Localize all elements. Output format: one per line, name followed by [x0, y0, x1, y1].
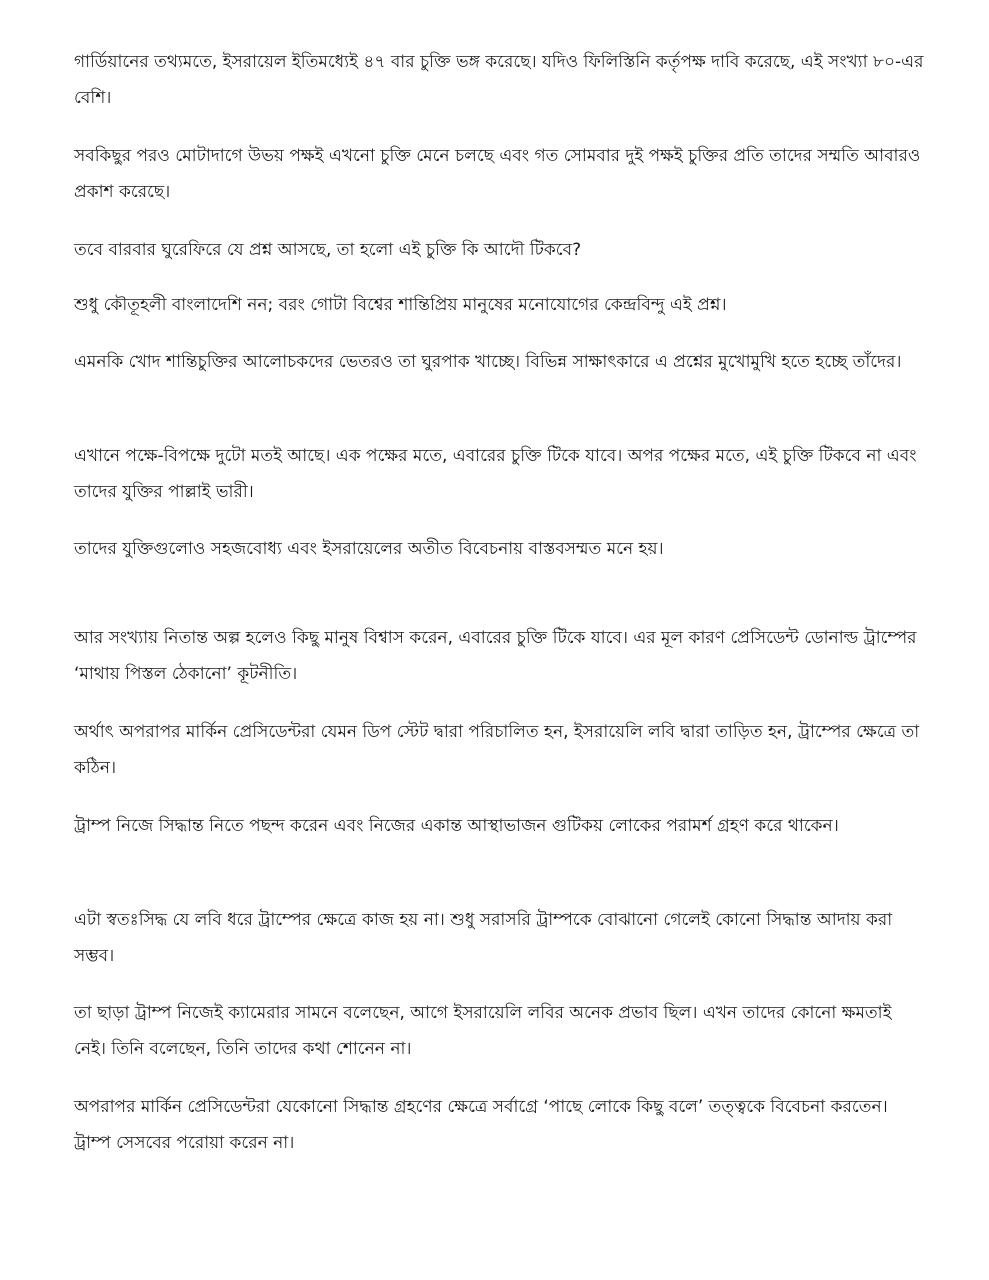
- paragraph: এটা স্বতঃসিদ্ধ যে লবি ধরে ট্রাম্পের ক্ষেত্রে কাজ হয় না। শুধু সরাসরি ট্রাম্পকে বোঝানো গেলেই কোনো সিদ্ধান্ত আদায় করা সম্ভব।: [74, 910, 893, 966]
- paragraph: সবকিছুর পরও মোটাদাগে উভয় পক্ষই এখনো চুক্তি মেনে চলছে এবং গত সোমবার দুই পক্ষই চুক্তির প্রতি তাদের সম্মতি আবারও প্রকাশ করেছে।: [74, 146, 921, 202]
- paragraph: এখানে পক্ষে-বিপক্ষে দুটো মতই আছে। এক পক্ষের মতে, এবারের চুক্তি টিকে যাবে। অপর পক্ষের মতে, এই চুক্তি টিকবে না এবং তাদের যুক্তির পাল্লাই ভারী।: [74, 446, 917, 502]
- paragraph: তবে বারবার ঘুরেফিরে যে প্রশ্ন আসছে, তা হলো এই চুক্তি কি আদৌ টিকবে?: [74, 240, 582, 260]
- paragraph: তাদের যুক্তিগুলোও সহজবোধ্য এবং ইসরায়েলের অতীত বিবেচনায় বাস্তবসম্মত মনে হয়।: [74, 539, 664, 559]
- paragraph: আর সংখ্যায় নিতান্ত অল্প হলেও কিছু মানুষ বিশ্বাস করেন, এবারের চুক্তি টিকে যাবে। এর মূল কারণ প্রেসিডেন্ট ডোনাল্ড ট্রাম্পের ‘মাথায় পিস্তল ঠেকানো’ কূটনীতি।: [74, 628, 917, 684]
- paragraph: ট্রাম্প নিজে সিদ্ধান্ত নিতে পছন্দ করেন এবং নিজের একান্ত আস্থাভাজন গুটিকয় লোকের পরামর্শ গ্রহণ করে থাকেন।: [74, 816, 839, 836]
- paragraph: শুধু কৌতূহলী বাংলাদেশি নন; বরং গোটা বিশ্বের শান্তিপ্রিয় মানুষের মনোযোগের কেন্দ্রবিন্দু এই প্রশ্ন।: [74, 295, 727, 315]
- paragraph: অর্থাৎ অপরাপর মার্কিন প্রেসিডেন্টরা যেমন ডিপ স্টেট দ্বারা পরিচালিত হন, ইসরায়েলি লবি দ্বারা তাড়িত হন, ট্রাম্পের ক্ষেত্রে তা কঠিন।: [74, 722, 920, 778]
- paragraph: গার্ডিয়ানের তথ্যমতে, ইসরায়েল ইতিমধ্যেই ৪৭ বার চুক্তি ভঙ্গ করেছে। যদিও ফিলিস্তিনি কর্তৃপক্ষ দাবি করেছে, এই সংখ্যা ৮০-এর বেশি।: [74, 52, 924, 108]
- paragraph: তা ছাড়া ট্রাম্প নিজেই ক্যামেরার সামনে বলেছেন, আগে ইসরায়েলি লবির অনেক প্রভাব ছিল। এখন তাদের কোনো ক্ষমতাই নেই। তিনি বলেছেন, তিনি তাদের কথা শোনেন না।: [74, 1003, 892, 1059]
- paragraph: এমনকি খোদ শান্তিচুক্তির আলোচকদের ভেতরও তা ঘুরপাক খাচ্ছে। বিভিন্ন সাক্ষাৎকারে এ প্রশ্নের মুখোমুখি হতে হচ্ছে তাঁদের।: [74, 352, 902, 372]
- paragraph: অপরাপর মার্কিন প্রেসিডেন্টরা যেকোনো সিদ্ধান্ত গ্রহণের ক্ষেত্রে সর্বাগ্রে ‘পাছে লোকে কিছু বলে’ তত্ত্বকে বিবেচনা করতেন। ট্রাম্প সেসবের পরোয়া করেন না।: [74, 1097, 888, 1153]
